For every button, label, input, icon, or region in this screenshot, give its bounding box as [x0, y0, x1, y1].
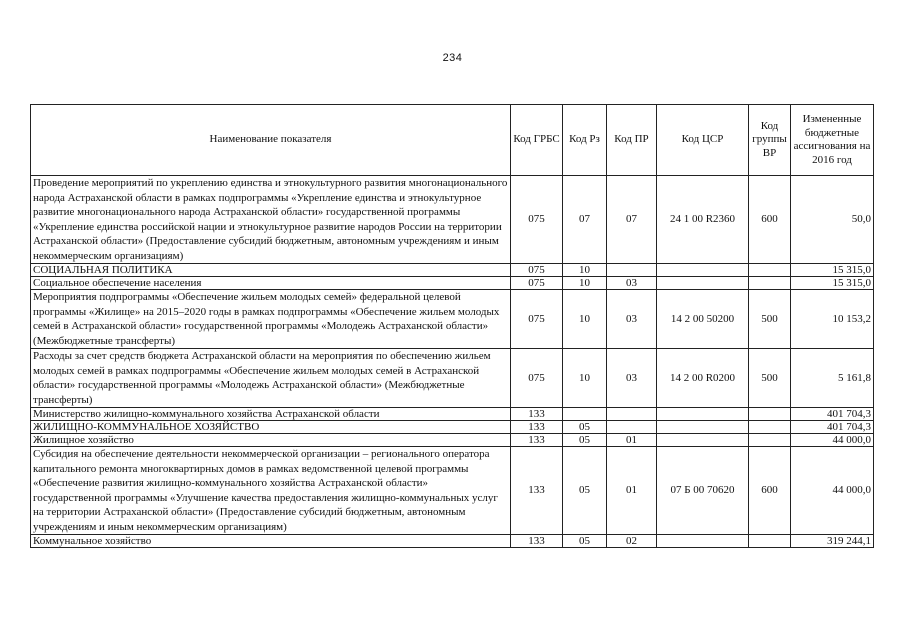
row-name: Проведение мероприятий по укреплению единства и этнокультурного развития многонационального народа Астраханской области в рамках подпрограммы «Укрепление единства и этнокультурное развитие многонационального народа Астраханской области» государственной программы «Укрепление единства российской нации и этнокультурное развитие народов России на территории Астраханской области» (Предоставление субсидий бюджетным, автономным учреждениям и иным некоммерческим организациям): [31, 176, 511, 264]
row-vr: [749, 421, 791, 434]
row-pr: 01: [607, 434, 657, 447]
row-grbs: 133: [511, 535, 563, 548]
row-name: ЖИЛИЩНО-КОММУНАЛЬНОЕ ХОЗЯЙСТВО: [31, 421, 511, 434]
row-vr: [749, 408, 791, 421]
row-amount: 44 000,0: [791, 447, 874, 535]
row-rz: 07: [563, 176, 607, 264]
table-row: [31, 176, 874, 264]
row-name: СОЦИАЛЬНАЯ ПОЛИТИКА: [31, 264, 511, 277]
row-amount: 15 315,0: [791, 277, 874, 290]
header-grbs: Код ГРБС: [511, 105, 563, 176]
row-amount: 5 161,8: [791, 349, 874, 408]
row-grbs: 075: [511, 290, 563, 349]
row-csr: [657, 277, 749, 290]
row-name: Министерство жилищно-коммунального хозяйства Астраханской области: [31, 408, 511, 421]
row-rz: [563, 408, 607, 421]
row-rz: 10: [563, 290, 607, 349]
header-rz: Код Рз: [563, 105, 607, 176]
row-csr: [657, 535, 749, 548]
row-grbs: 133: [511, 447, 563, 535]
row-vr: [749, 434, 791, 447]
table-row: [31, 434, 874, 447]
row-rz: 05: [563, 535, 607, 548]
row-csr: 24 1 00 R2360: [657, 176, 749, 264]
row-pr: [607, 421, 657, 434]
table-row: [31, 290, 874, 349]
row-grbs: 075: [511, 349, 563, 408]
budget-table: [30, 104, 874, 548]
row-name: Социальное обеспечение населения: [31, 277, 511, 290]
row-pr: 07: [607, 176, 657, 264]
row-csr: 07 Б 00 70620: [657, 447, 749, 535]
row-name: Жилищное хозяйство: [31, 434, 511, 447]
row-grbs: 075: [511, 176, 563, 264]
row-amount: 50,0: [791, 176, 874, 264]
row-grbs: 075: [511, 277, 563, 290]
row-vr: 600: [749, 176, 791, 264]
row-csr: [657, 421, 749, 434]
row-name: Мероприятия подпрограммы «Обеспечение жильем молодых семей» федеральной целевой программы «Жилище» на 2015–2020 годы в рамках подпрограммы «Обеспечение жильем молодых семей в Астраханской области» государственной программы «Молодежь Астраханской области» (Межбюджетные трансферты): [31, 290, 511, 349]
row-amount: 401 704,3: [791, 421, 874, 434]
row-rz: 10: [563, 264, 607, 277]
header-amount: Измененные бюджетные ассигнования на 2016 год: [791, 105, 874, 176]
row-vr: [749, 264, 791, 277]
row-csr: [657, 434, 749, 447]
header-pr: Код ПР: [607, 105, 657, 176]
row-vr: [749, 535, 791, 548]
row-grbs: 133: [511, 421, 563, 434]
row-amount: 10 153,2: [791, 290, 874, 349]
header-csr: Код ЦСР: [657, 105, 749, 176]
row-vr: 500: [749, 290, 791, 349]
table-row: [31, 408, 874, 421]
row-pr: [607, 264, 657, 277]
row-pr: 03: [607, 277, 657, 290]
row-pr: 03: [607, 290, 657, 349]
header-vr: Код группы ВР: [749, 105, 791, 176]
row-csr: 14 2 00 50200: [657, 290, 749, 349]
row-csr: 14 2 00 R0200: [657, 349, 749, 408]
row-grbs: 075: [511, 264, 563, 277]
row-amount: 401 704,3: [791, 408, 874, 421]
row-name: Коммунальное хозяйство: [31, 535, 511, 548]
header-name: Наименование показателя: [31, 105, 511, 176]
table-row: [31, 264, 874, 277]
row-pr: 03: [607, 349, 657, 408]
table-row: [31, 447, 874, 535]
table-row: [31, 277, 874, 290]
row-rz: 05: [563, 421, 607, 434]
row-rz: 05: [563, 447, 607, 535]
row-amount: 44 000,0: [791, 434, 874, 447]
page-number: 234: [442, 52, 463, 64]
row-csr: [657, 264, 749, 277]
row-amount: 15 315,0: [791, 264, 874, 277]
row-amount: 319 244,1: [791, 535, 874, 548]
row-rz: 05: [563, 434, 607, 447]
row-rz: 10: [563, 349, 607, 408]
table-header-row: [31, 105, 874, 176]
row-csr: [657, 408, 749, 421]
row-name: Субсидия на обеспечение деятельности некоммерческой организации – регионального оператора капитального ремонта многоквартирных домов в рамках ведомственной целевой программы «Обеспечение развития жилищно-коммунального хозяйства Астраханской области» государственной программы «Улучшение качества предоставления жилищно-коммунальных услуг на территории Астраханской области» (Предоставление субсидий бюджетным, автономным учреждениям и иным некоммерческим организациям): [31, 447, 511, 535]
row-grbs: 133: [511, 434, 563, 447]
row-vr: 600: [749, 447, 791, 535]
row-vr: 500: [749, 349, 791, 408]
row-pr: [607, 408, 657, 421]
row-vr: [749, 277, 791, 290]
table-row: [31, 535, 874, 548]
row-pr: 02: [607, 535, 657, 548]
row-rz: 10: [563, 277, 607, 290]
row-grbs: 133: [511, 408, 563, 421]
table-row: [31, 349, 874, 408]
row-name: Расходы за счет средств бюджета Астраханской области на мероприятия по обеспечению жильем молодых семей в рамках подпрограммы «Обеспечение жильем молодых семей в Астраханской области» государственной программы «Молодежь Астраханской области» (Межбюджетные трансферты): [31, 349, 511, 408]
table-row: [31, 421, 874, 434]
row-pr: 01: [607, 447, 657, 535]
